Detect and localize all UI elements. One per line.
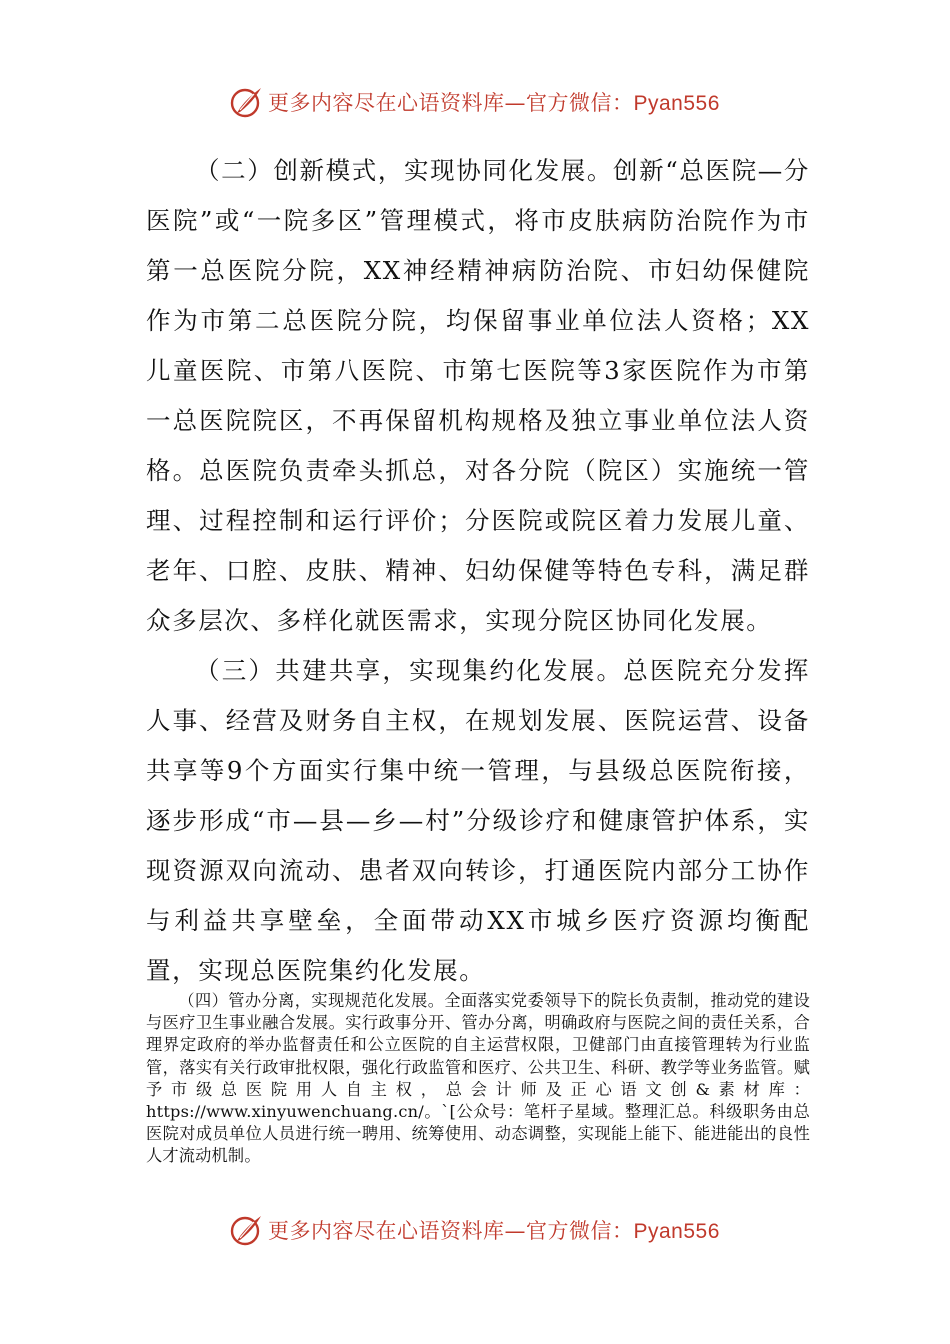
feather-pen-seal-icon — [228, 84, 264, 120]
paragraph-management-separation: （四）管办分离，实现规范化发展。全面落实党委领导下的院长负责制，推动党的建设与医疗卫生事业融合发展。实行政事分开、管办分离，明确政府与医院之间的责任关系，合理界定政府的举办监督责任和公立医院的自主运营权限，卫健部门由直接管理转为行业监管，落实有关行政审批权限，强化行政监管和医疗、公共卫生、科研、教学等业务监管。赋予市级总医院用人自主权，总会计师及正心语文创&素材库：https://www.xinyuwenchuang.cn/。`[公众号：笔杆子星域。整理汇总。科级职务由总医院对成员单位人员进行统一聘用、统筹使用、动态调整，实现能上能下、能进能出的良性人才流动机制。 — [146, 991, 810, 1166]
paragraph-innovation-model: （二）创新模式，实现协同化发展。创新“总医院—分医院”或“一院多区”管理模式，将市皮肤病防治院作为市第一总医院分院，XX神经精神病防治院、市妇幼保健院作为市第二总医院分院，均保留事业单位法人资格；XX儿童医院、市第八医院、市第七医院等3家医院作为市第一总医院院区，不再保留机构规格及独立事业单位法人资格。总医院负责牵头抓总，对各分院（院区）实施统一管理、过程控制和运行评价；分医院或院区着力发展儿童、老年、口腔、皮肤、精神、妇幼保健等特色专科，满足群众多层次、多样化就医需求，实现分院区协同化发展。 — [146, 156, 810, 635]
feather-pen-seal-icon — [228, 1212, 264, 1248]
document-body — [146, 146, 810, 996]
watermark-text-cn: 更多内容尽在心语资料库—官方微信： — [268, 1219, 634, 1243]
document-body-small — [146, 990, 810, 1168]
watermark-banner-bottom — [228, 1208, 748, 1252]
watermark-wechat-id: Pyan556 — [633, 92, 720, 115]
watermark-text — [268, 1215, 720, 1245]
watermark-wechat-id: Pyan556 — [633, 1220, 720, 1243]
watermark-banner-top — [228, 80, 748, 124]
paragraph-co-construction: （三）共建共享，实现集约化发展。总医院充分发挥人事、经营及财务自主权，在规划发展、医院运营、设备共享等9个方面实行集中统一管理，与县级总医院衔接，逐步形成“市—县—乡—村”分级诊疗和健康管护体系，实现资源双向流动、患者双向转诊，打通医院内部分工协作与利益共享壁垒，全面带动XX市城乡医疗资源均衡配置，实现总医院集约化发展。 — [146, 656, 810, 985]
watermark-text — [268, 87, 720, 117]
watermark-text-cn: 更多内容尽在心语资料库—官方微信： — [268, 91, 634, 115]
